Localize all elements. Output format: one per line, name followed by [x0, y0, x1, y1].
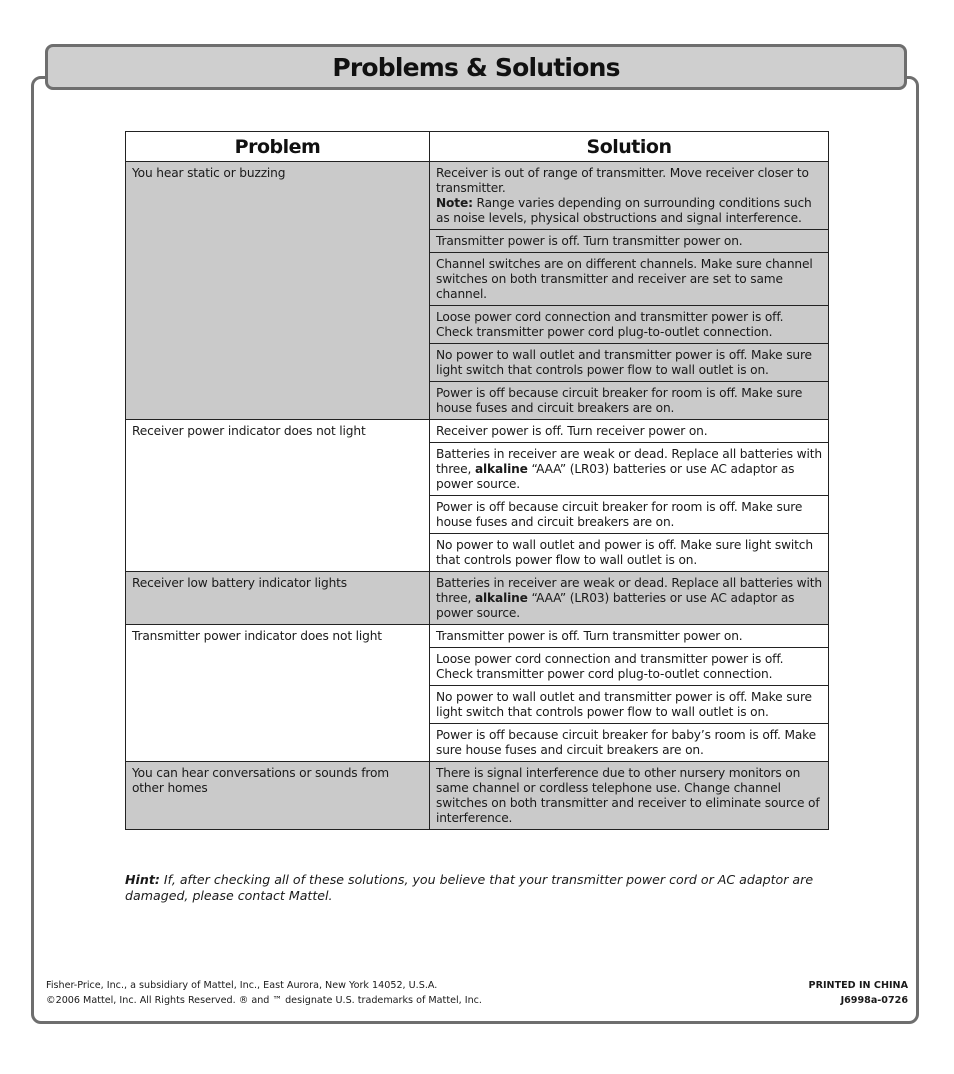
solution-cell	[430, 762, 829, 830]
solution-cell	[430, 162, 829, 230]
hint-label: Hint:	[125, 872, 160, 887]
problems-solutions-table	[125, 131, 829, 830]
table-body	[126, 162, 829, 830]
solution-text: Power is off because circuit breaker for room is off. Make sure house fuses and circuit breakers are on.	[436, 386, 803, 415]
table-header-row	[126, 132, 829, 162]
solution-text: There is signal interference due to other nursery monitors on same channel or cordless telephone use. Change channel switches on both transmitter and receiver to eliminate source of interference.	[436, 766, 820, 825]
solution-emphasis: alkaline	[474, 462, 528, 476]
solution-emphasis: Note:	[436, 196, 473, 210]
solution-column-header: Solution	[430, 132, 829, 162]
solution-cell	[430, 253, 829, 306]
solution-text: Batteries in receiver are weak or dead. Replace all batteries with three,	[436, 447, 822, 476]
problem-cell: Receiver power indicator does not light	[126, 420, 430, 572]
problem-cell: Receiver low battery indicator lights	[126, 572, 430, 625]
table-row	[126, 762, 829, 830]
solution-text: Range varies depending on surrounding conditions such as noise levels, physical obstructions and signal interference.	[436, 196, 812, 225]
solution-text: No power to wall outlet and power is off. Make sure light switch that controls power flow to wall outlet is on.	[436, 538, 813, 567]
solution-cell	[430, 230, 829, 253]
hint-note	[125, 872, 845, 904]
solution-text: Loose power cord connection and transmitter power is off. Check transmitter power cord plug-to-outlet connection.	[436, 652, 784, 681]
table-row	[126, 420, 829, 443]
solution-text: No power to wall outlet and transmitter power is off. Make sure light switch that controls power flow to wall outlet is on.	[436, 690, 812, 719]
solution-text: Loose power cord connection and transmitter power is off. Check transmitter power cord plug-to-outlet connection.	[436, 310, 784, 339]
solution-cell	[430, 648, 829, 686]
problem-column-header: Problem	[126, 132, 430, 162]
table-row	[126, 162, 829, 230]
title-bar	[45, 44, 907, 90]
solution-cell	[430, 382, 829, 420]
table-row	[126, 572, 829, 625]
hint-text: If, after checking all of these solutions, you believe that your transmitter power cord or AC adaptor are damaged, please contact Mattel.	[125, 872, 814, 903]
problem-cell: Transmitter power indicator does not light	[126, 625, 430, 762]
solution-text: Transmitter power is off. Turn transmitter power on.	[436, 629, 743, 643]
solution-cell	[430, 420, 829, 443]
problem-cell: You hear static or buzzing	[126, 162, 430, 420]
footer-printed-in: PRINTED IN CHINA	[808, 980, 908, 991]
page-title: Problems & Solutions	[332, 52, 620, 82]
footer-print-info	[809, 978, 908, 1008]
solution-cell	[430, 344, 829, 382]
table-row	[126, 625, 829, 648]
solution-cell	[430, 625, 829, 648]
footer-copyright	[46, 978, 482, 1008]
solution-cell	[430, 572, 829, 625]
footer-trademark: ©2006 Mattel, Inc. All Rights Reserved. ® and ™ designate U.S. trademarks of Mattel, Inc.	[46, 995, 482, 1006]
solution-cell	[430, 724, 829, 762]
solution-cell	[430, 686, 829, 724]
solution-text: Receiver power is off. Turn receiver power on.	[436, 424, 708, 438]
solution-cell	[430, 443, 829, 496]
solution-text: Power is off because circuit breaker for baby’s room is off. Make sure house fuses and circuit breakers are on.	[436, 728, 816, 757]
solution-text: Batteries in receiver are weak or dead. Replace all batteries with three,	[436, 576, 822, 605]
solution-cell	[430, 306, 829, 344]
solution-text: Receiver is out of range of transmitter. Move receiver closer to transmitter.	[436, 166, 809, 195]
solution-text: Power is off because circuit breaker for room is off. Make sure house fuses and circuit breakers are on.	[436, 500, 803, 529]
footer-part-number: J6998a-0726	[840, 995, 908, 1006]
solution-text: No power to wall outlet and transmitter power is off. Make sure light switch that controls power flow to wall outlet is on.	[436, 348, 812, 377]
problem-cell: You can hear conversations or sounds from other homes	[126, 762, 430, 830]
solution-text: “AAA” (LR03) batteries or use AC adaptor as power source.	[436, 462, 795, 491]
footer-address: Fisher-Price, Inc., a subsidiary of Mattel, Inc., East Aurora, New York 14052, U.S.A.	[46, 980, 438, 991]
solution-text: Transmitter power is off. Turn transmitter power on.	[436, 234, 743, 248]
solution-emphasis: alkaline	[474, 591, 528, 605]
solution-cell	[430, 534, 829, 572]
solution-text: “AAA” (LR03) batteries or use AC adaptor as power source.	[436, 591, 795, 620]
solution-text: Channel switches are on different channels. Make sure channel switches on both transmitter and receiver are set to same channel.	[436, 257, 813, 301]
solution-cell	[430, 496, 829, 534]
